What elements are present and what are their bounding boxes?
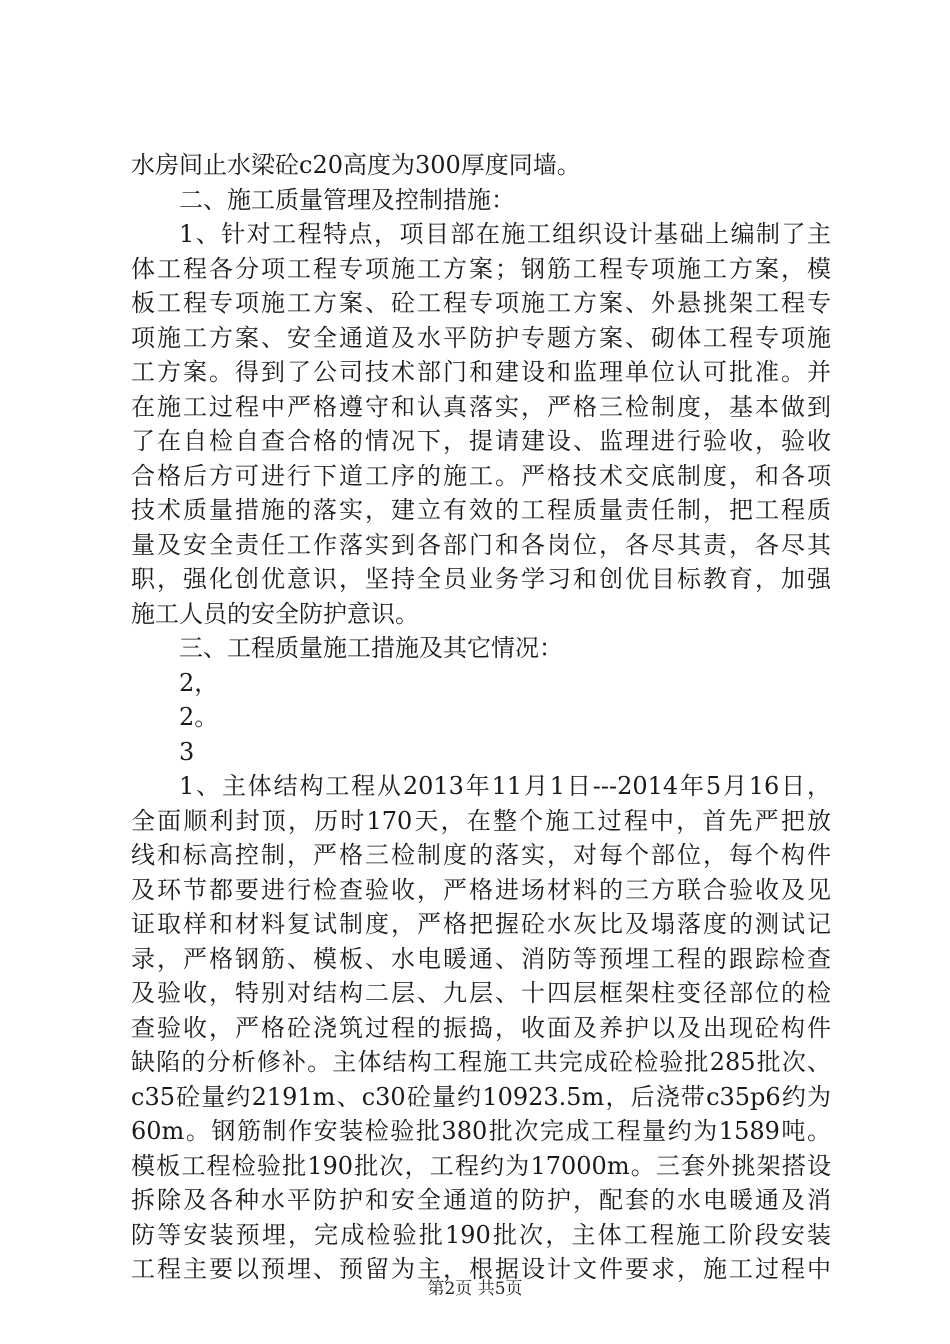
- text-line: 施工人员的安全防护意识。: [131, 599, 419, 628]
- text-line: c35砼量约2191m、c30砼量约10923.5m，后浇带c35p6约为: [131, 1082, 831, 1111]
- page-footer: [0, 1274, 950, 1299]
- text-line: 全面顺利封顶，历时170天，在整个施工过程中，首先严把放: [131, 806, 831, 835]
- text-line: 证取样和材料复试制度，严格把握砼水灰比及塌落度的测试记: [131, 910, 831, 938]
- section-heading: 三、工程质量施工措施及其它情况：: [179, 634, 563, 662]
- text-line: 线和标高控制，严格三检制度的落实，对每个部位，每个构件: [131, 841, 831, 869]
- text-line: 合格后方可进行下道工序的施工。严格技术交底制度，和各项: [131, 461, 831, 490]
- text-line: 及环节都要进行检查验收，严格进场材料的三方联合验收及见: [131, 875, 831, 904]
- text-line: 模板工程检验批190批次，工程约为17000m。三套外挑架搭设: [131, 1151, 831, 1180]
- page-number: 第2页 共5页: [427, 1279, 523, 1299]
- text-line: 防等安装预埋，完成检验批190批次，主体工程施工阶段安装: [131, 1220, 831, 1249]
- section-heading: 二、施工质量管理及控制措施：: [179, 185, 515, 214]
- text-line: 1、针对工程特点，项目部在施工组织设计基础上编制了主: [179, 220, 831, 248]
- text-line: 及验收，特别对结构二层、九层、十四层框架柱变径部位的检: [131, 979, 831, 1007]
- text-line: 职，强化创优意识，坚持全员业务学习和创优目标教育，加强: [131, 565, 831, 593]
- text-line: 量及安全责任工作落实到各部门和各岗位，各尽其责，各尽其: [131, 530, 831, 559]
- text-line: 2。: [179, 703, 219, 731]
- text-line: 板工程专项施工方案、砼工程专项施工方案、外悬挑架工程专: [131, 289, 831, 317]
- text-line: 在施工过程中严格遵守和认真落实，严格三检制度，基本做到: [131, 392, 831, 421]
- text-line: 60m。钢筋制作安装检验批380批次完成工程量约为1589吨。: [131, 1117, 831, 1145]
- text-line: 拆除及各种水平防护和安全通道的防护，配套的水电暖通及消: [131, 1186, 831, 1214]
- text-line: 水房间止水梁砼c20高度为300厚度同墙。: [131, 151, 581, 179]
- text-line: 项施工方案、安全通道及水平防护专题方案、砌体工程专项施: [131, 323, 831, 352]
- text-line: 工方案。得到了公司技术部门和建设和监理单位认可批准。并: [131, 358, 831, 386]
- text-line: 查验收，严格砼浇筑过程的振捣，收面及养护以及出现砼构件: [131, 1013, 831, 1042]
- text-line: 体工程各分项工程专项施工方案；钢筋工程专项施工方案，模: [131, 254, 831, 283]
- document-body: [131, 148, 831, 1287]
- text-line: 录，严格钢筋、模板、水电暖通、消防等预埋工程的跟踪检查: [131, 944, 831, 973]
- text-line: 了在自检自查合格的情况下，提请建设、监理进行验收，验收: [131, 427, 831, 455]
- text-line: 工程主要以预埋、预留为主，根据设计文件要求，施工过程中: [131, 1255, 831, 1283]
- text-line: 3: [179, 737, 195, 766]
- text-line: 2，: [179, 668, 219, 697]
- text-line: 缺陷的分析修补。主体结构工程施工共完成砼检验批285批次、: [131, 1048, 831, 1076]
- text-line: 技术质量措施的落实，建立有效的工程质量责任制，把工程质: [131, 496, 831, 524]
- text-line: 1、主体结构工程从2013年11月1日---2014年5月16日，: [179, 772, 831, 800]
